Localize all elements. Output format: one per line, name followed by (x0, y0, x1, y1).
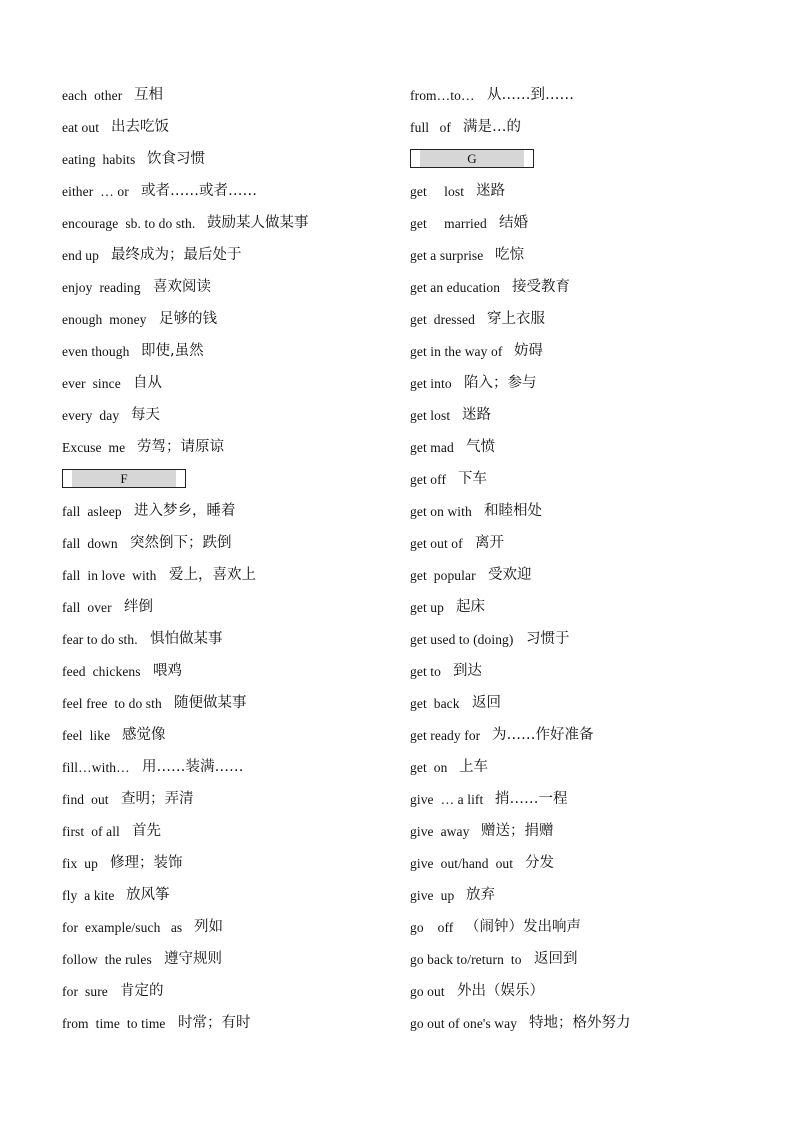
chinese-meaning: 肯定的 (120, 983, 164, 999)
chinese-meaning: 捎……一程 (495, 791, 568, 807)
chinese-meaning: 和睦相处 (484, 503, 542, 519)
vocab-entry (62, 560, 392, 592)
vocab-entry (62, 592, 392, 624)
english-phrase: get off (410, 472, 447, 487)
chinese-meaning: 用……装满…… (142, 759, 244, 775)
vocab-entry (62, 688, 392, 720)
chinese-meaning: 出去吃饭 (111, 119, 169, 135)
english-phrase: eat out (62, 120, 100, 135)
chinese-meaning: 突然倒下；跌倒 (130, 535, 232, 551)
english-phrase: every day (62, 408, 120, 423)
english-phrase: get up (410, 600, 444, 615)
chinese-meaning: 习惯于 (526, 631, 570, 647)
chinese-meaning: 修理；装饰 (110, 855, 183, 871)
vocab-entry (62, 784, 392, 816)
vocab-entry (410, 976, 780, 1008)
chinese-meaning: 时常；有时 (178, 1015, 251, 1031)
english-phrase: each other (62, 88, 123, 103)
english-phrase: give … a lift (410, 792, 484, 807)
english-phrase: feel free to do sth (62, 696, 162, 711)
chinese-meaning: 遵守规则 (164, 951, 222, 967)
english-phrase: get on with (410, 504, 472, 519)
english-phrase: get married (410, 216, 487, 231)
english-phrase: fall asleep (62, 504, 122, 519)
chinese-meaning: 陷入；参与 (464, 375, 537, 391)
english-phrase: eating habits (62, 152, 136, 167)
english-phrase: fall down (62, 536, 118, 551)
chinese-meaning: 互相 (134, 87, 163, 103)
chinese-meaning: 喜欢阅读 (153, 279, 211, 295)
chinese-meaning: 放弃 (466, 887, 495, 903)
english-phrase: get lost (410, 408, 451, 423)
english-phrase: first of all (62, 824, 120, 839)
english-phrase: go off (410, 920, 454, 935)
chinese-meaning: 爱上，喜欢上 (169, 567, 256, 583)
chinese-meaning: 进入梦乡，睡着 (134, 503, 236, 519)
english-phrase: encourage sb. to do sth. (62, 216, 196, 231)
english-phrase: fix up (62, 856, 98, 871)
english-phrase: Excuse me (62, 440, 126, 455)
vocab-entry (62, 656, 392, 688)
chinese-meaning: 外出（娱乐） (457, 983, 544, 999)
vocab-entry (410, 368, 780, 400)
english-phrase: enjoy reading (62, 280, 141, 295)
vocab-entry (62, 976, 392, 1008)
chinese-meaning: 妨碍 (514, 343, 543, 359)
chinese-meaning: 从……到…… (487, 87, 574, 103)
vocab-entry (62, 80, 392, 112)
chinese-meaning: 离开 (475, 535, 504, 551)
section-header-box (62, 469, 186, 488)
vocab-entry (410, 496, 780, 528)
chinese-meaning: 或者……或者…… (141, 183, 257, 199)
english-phrase: feel like (62, 728, 111, 743)
english-phrase: from…to… (410, 88, 475, 103)
english-phrase: get an education (410, 280, 501, 295)
english-phrase: get into (410, 376, 452, 391)
vocab-entry (62, 720, 392, 752)
chinese-meaning: 满是…的 (463, 119, 521, 135)
section-header-letter: F (120, 471, 128, 486)
vocab-entry (410, 464, 780, 496)
vocab-entry (410, 208, 780, 240)
vocab-entry (410, 304, 780, 336)
vocab-entry (62, 528, 392, 560)
vocab-entry (62, 624, 392, 656)
english-phrase: get out of (410, 536, 463, 551)
vocab-entry (410, 912, 780, 944)
chinese-meaning: 喂鸡 (153, 663, 182, 679)
vocab-entry (62, 272, 392, 304)
english-phrase: either … or (62, 184, 129, 199)
english-phrase: end up (62, 248, 99, 263)
vocab-entry (410, 816, 780, 848)
vocab-entry (410, 112, 780, 144)
vocab-entry (410, 848, 780, 880)
chinese-meaning: 返回 (472, 695, 501, 711)
chinese-meaning: 为……作好准备 (492, 727, 594, 743)
vocab-entry (410, 560, 780, 592)
english-phrase: go out of one's way (410, 1016, 518, 1031)
vocab-entry (410, 784, 780, 816)
vocab-entry (62, 208, 392, 240)
vocab-entry (410, 1008, 780, 1040)
chinese-meaning: 接受教育 (512, 279, 570, 295)
vocab-entry (62, 752, 392, 784)
chinese-meaning: 饮食习惯 (147, 151, 205, 167)
section-header (410, 144, 780, 176)
vocab-entry (410, 720, 780, 752)
chinese-meaning: 鼓励某人做某事 (207, 215, 309, 231)
vocab-entry (410, 592, 780, 624)
chinese-meaning: 放风筝 (126, 887, 170, 903)
chinese-meaning: 气愤 (466, 439, 495, 455)
vocab-entry (62, 240, 392, 272)
chinese-meaning: 分发 (525, 855, 554, 871)
english-phrase: ever since (62, 376, 121, 391)
vocab-entry (62, 816, 392, 848)
english-phrase: get a surprise (410, 248, 484, 263)
vocab-entry (410, 656, 780, 688)
vocab-entry (410, 240, 780, 272)
english-phrase: for sure (62, 984, 108, 999)
vocab-entry (62, 496, 392, 528)
english-phrase: fear to do sth. (62, 632, 138, 647)
vocab-entry (62, 1008, 392, 1040)
vocab-entry (410, 400, 780, 432)
english-phrase: full of (410, 120, 452, 135)
chinese-meaning: 上车 (459, 759, 488, 775)
english-phrase: get in the way of (410, 344, 503, 359)
chinese-meaning: 到达 (453, 663, 482, 679)
english-phrase: get used to (doing) (410, 632, 514, 647)
english-phrase: get popular (410, 568, 476, 583)
english-phrase: enough money (62, 312, 147, 327)
vocab-entry (410, 624, 780, 656)
chinese-meaning: 迷路 (476, 183, 505, 199)
chinese-meaning: 查明；弄清 (121, 791, 194, 807)
chinese-meaning: 最终成为；最后处于 (111, 247, 242, 263)
chinese-meaning: 穿上衣服 (487, 311, 545, 327)
english-phrase: follow the rules (62, 952, 152, 967)
english-phrase: get back (410, 696, 460, 711)
chinese-meaning: 首先 (132, 823, 161, 839)
vocab-entry (410, 272, 780, 304)
vocab-entry (410, 432, 780, 464)
chinese-meaning: 感觉像 (122, 727, 166, 743)
chinese-meaning: 每天 (131, 407, 160, 423)
english-phrase: give out/hand out (410, 856, 514, 871)
vocab-entry (62, 144, 392, 176)
english-phrase: get ready for (410, 728, 481, 743)
chinese-meaning: 惧怕做某事 (150, 631, 223, 647)
section-header-letter: G (467, 151, 477, 166)
vocab-entry (410, 880, 780, 912)
chinese-meaning: 下车 (458, 471, 487, 487)
vocab-entry (62, 912, 392, 944)
chinese-meaning: 足够的钱 (159, 311, 217, 327)
section-header-box (410, 149, 534, 168)
vocab-entry (410, 336, 780, 368)
chinese-meaning: 即使,虽然 (141, 343, 204, 359)
chinese-meaning: 列如 (194, 919, 223, 935)
chinese-meaning: 特地；格外努力 (529, 1015, 631, 1031)
english-phrase: find out (62, 792, 109, 807)
chinese-meaning: 随便做某事 (174, 695, 247, 711)
english-phrase: even though (62, 344, 130, 359)
vocab-entry (62, 112, 392, 144)
vocab-entry (410, 688, 780, 720)
chinese-meaning: 结婚 (499, 215, 528, 231)
section-header (62, 464, 392, 496)
english-phrase: get on (410, 760, 448, 775)
left-column (62, 80, 392, 1040)
vocab-entry (62, 176, 392, 208)
vocab-entry (62, 880, 392, 912)
english-phrase: go back to/return to (410, 952, 522, 967)
chinese-meaning: 返回到 (534, 951, 578, 967)
english-phrase: get dressed (410, 312, 475, 327)
english-phrase: give away (410, 824, 470, 839)
english-phrase: get to (410, 664, 441, 679)
chinese-meaning: 迷路 (462, 407, 491, 423)
chinese-meaning: 绊倒 (124, 599, 153, 615)
right-column (410, 80, 780, 1040)
chinese-meaning: （闹钟）发出响声 (465, 919, 581, 935)
vocab-entry (410, 176, 780, 208)
english-phrase: fall in love with (62, 568, 157, 583)
english-phrase: fall over (62, 600, 112, 615)
vocab-entry (410, 80, 780, 112)
english-phrase: for example/such as (62, 920, 183, 935)
vocab-entry (410, 944, 780, 976)
vocab-entry (62, 944, 392, 976)
english-phrase: fill…with… (62, 760, 130, 775)
vocab-entry (62, 848, 392, 880)
chinese-meaning: 赠送；捐赠 (481, 823, 554, 839)
vocab-entry (62, 304, 392, 336)
english-phrase: feed chickens (62, 664, 141, 679)
chinese-meaning: 吃惊 (495, 247, 524, 263)
vocab-entry (410, 528, 780, 560)
english-phrase: give up (410, 888, 455, 903)
english-phrase: from time to time (62, 1016, 166, 1031)
chinese-meaning: 受欢迎 (488, 567, 532, 583)
vocab-entry (62, 400, 392, 432)
vocab-entry (62, 432, 392, 464)
english-phrase: get mad (410, 440, 454, 455)
chinese-meaning: 起床 (456, 599, 485, 615)
english-phrase: fly a kite (62, 888, 115, 903)
vocab-entry (62, 368, 392, 400)
vocab-entry (410, 752, 780, 784)
vocab-entry (62, 336, 392, 368)
english-phrase: get lost (410, 184, 465, 199)
chinese-meaning: 劳驾；请原谅 (137, 439, 224, 455)
chinese-meaning: 自从 (133, 375, 162, 391)
english-phrase: go out (410, 984, 445, 999)
